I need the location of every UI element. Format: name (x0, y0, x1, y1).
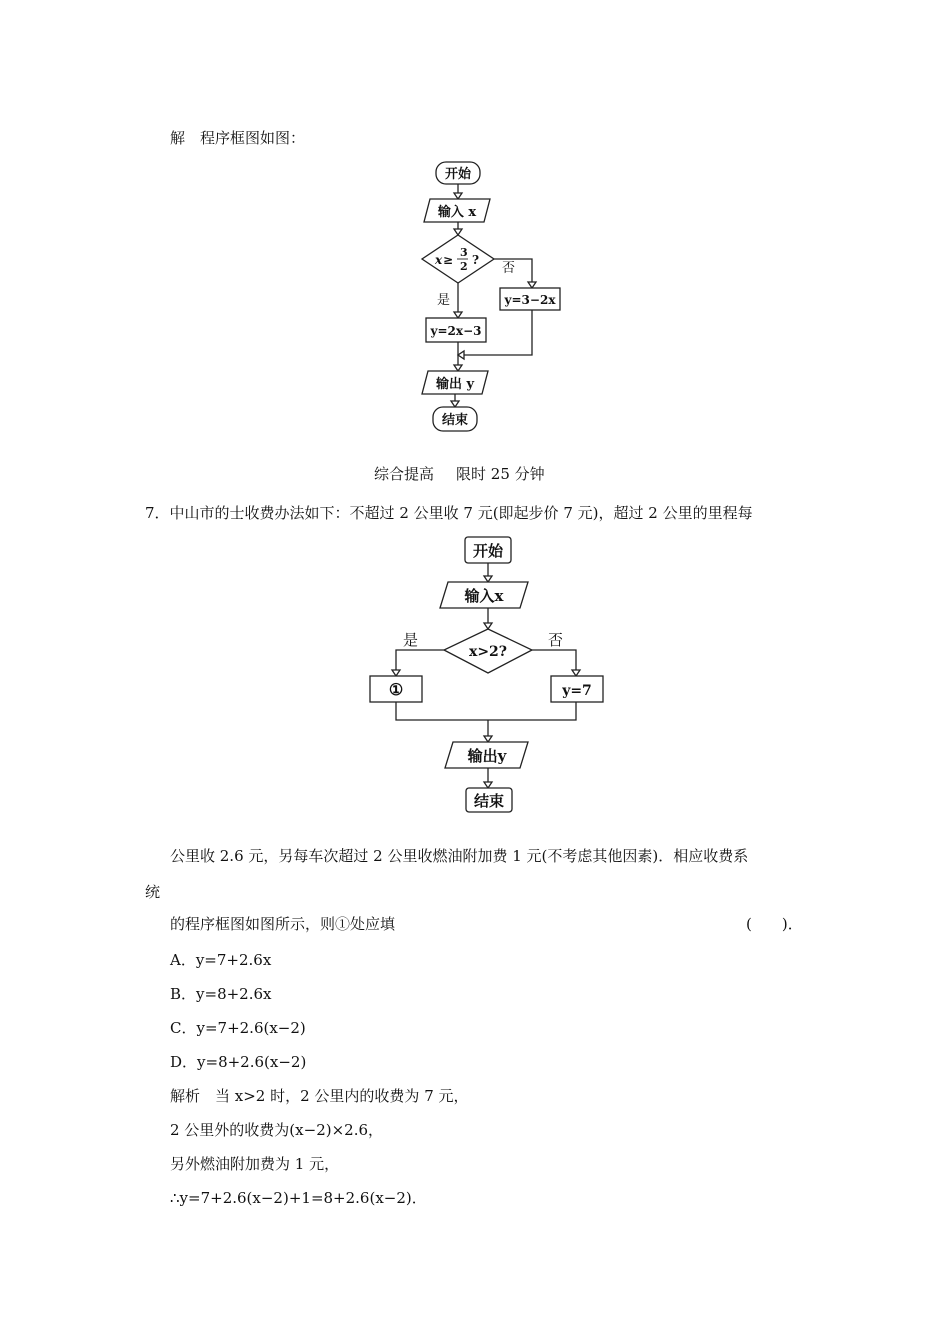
q7-line4: 的程序框图如图所示，则①处应填 (170, 915, 396, 933)
fc2-no-label: 否 (548, 631, 564, 649)
section-title: 综合提高 限时 25 分钟 (374, 465, 545, 483)
option-d: D．y=8+2.6(x−2) (170, 1053, 307, 1071)
option-a: A．y=7+2.6x (170, 951, 272, 969)
option-c: C．y=7+2.6(x−2) (170, 1019, 306, 1037)
fc1-cond-num: 3 (460, 246, 468, 259)
fc2-output-label: 输出y (467, 747, 507, 765)
fc1-cond-x: x (435, 253, 443, 267)
intro-text: 解 程序框图如图： (170, 129, 306, 147)
fc1-yes-label: 是 (437, 293, 451, 308)
fc1-output-label: 输出 y (435, 377, 475, 392)
answer-bracket: ( )． (746, 915, 803, 933)
fc2-yes-label: 是 (403, 631, 419, 649)
fc1-no-label: 否 (502, 261, 516, 276)
solution-line-1: 解析 当 x>2 时，2 公里内的收费为 7 元， (170, 1087, 469, 1105)
fc1-end-label: 结束 (441, 413, 469, 428)
q7-line3: 统 (145, 883, 161, 901)
fc1-cond-q: ? (472, 253, 480, 267)
fc2-end-label: 结束 (473, 792, 505, 810)
option-b: B．y=8+2.6x (170, 985, 272, 1003)
solution-line-2: 2 公里外的收费为(x−2)×2.6， (170, 1121, 384, 1139)
solution-line-3: 另外燃油附加费为 1 元， (170, 1155, 340, 1173)
fc2-start-label: 开始 (472, 542, 504, 560)
flowchart-2 (0, 580, 950, 860)
fc1-start-label: 开始 (444, 167, 472, 182)
q7-line1: 7．中山市的士收费办法如下：不超过 2 公里收 7 元(即起步价 7 元)，超过 2 公里的里程每 (145, 504, 753, 522)
fc2-yes-box-label: ① (388, 680, 404, 699)
solution-line-4: ∴y=7+2.6(x−2)+1=8+2.6(x−2)． (170, 1189, 427, 1207)
fc2-cond-label: x>2? (468, 644, 508, 660)
fc1-yes-box-label: y=2x−3 (430, 324, 482, 338)
flowchart-1 (0, 150, 950, 590)
fc1-cond-den: 2 (460, 260, 468, 273)
fc1-no-box-label: y=3−2x (504, 293, 556, 307)
fc2-input-label: 输入x (464, 587, 504, 605)
q7-line2: 公里收 2.6 元，另每车次超过 2 公里收燃油附加费 1 元(不考虑其他因素)．相应收费系 (170, 847, 749, 865)
fc1-cond-ge: ≥ (443, 253, 454, 267)
fc1-input-label: 输入 x (437, 205, 477, 220)
fc2-no-box-label: y=7 (562, 683, 592, 699)
